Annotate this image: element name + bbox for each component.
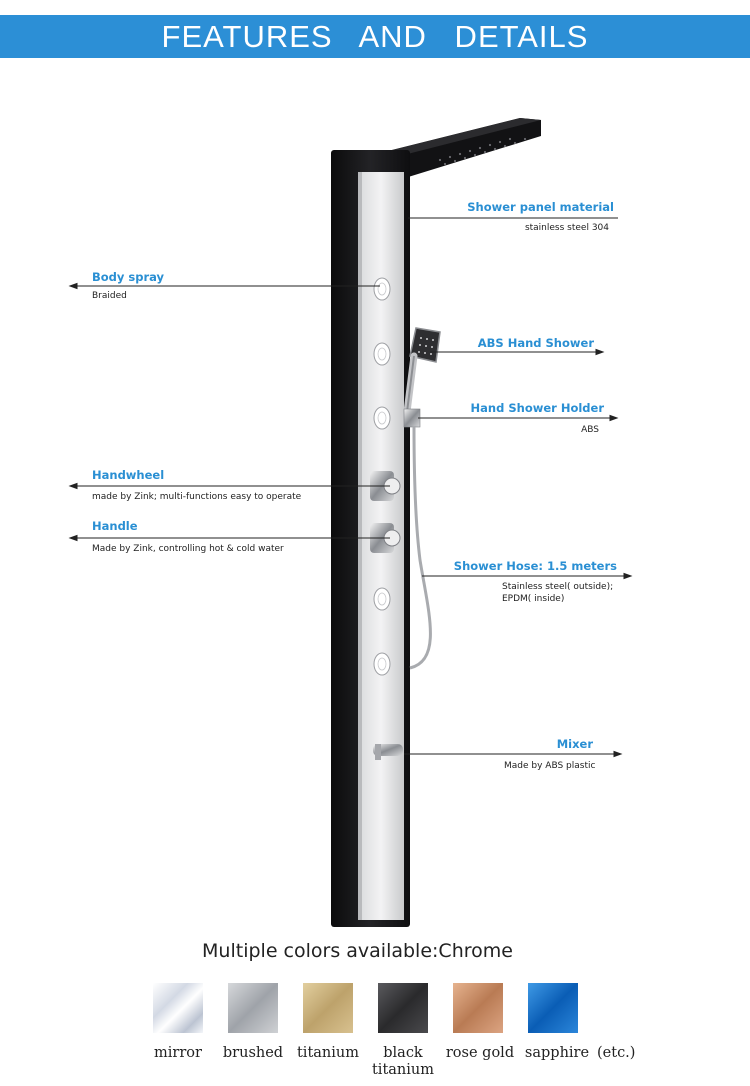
swatch-label-brushed: brushed — [222, 1045, 284, 1061]
callout-handwheel: Handwheel — [92, 468, 165, 482]
swatch-label-rose-gold: rose gold — [445, 1045, 515, 1061]
callout-body-spray-sub: Braided — [92, 291, 127, 301]
callout-mixer-sub: Made by ABS plastic — [504, 761, 596, 771]
swatch-label-mirror: mirror — [154, 1045, 202, 1061]
callout-shower-hose-sub-1: Stainless steel( outside); — [502, 582, 614, 592]
hand-shower-holder-part — [404, 409, 420, 427]
shower-hose-part — [410, 426, 430, 668]
callout-shower-hose: Shower Hose: 1.5 meters — [453, 559, 617, 573]
callout-mixer: Mixer — [556, 737, 593, 751]
callout-hand-shower-holder-sub: ABS — [581, 425, 599, 435]
callout-handle: Handle — [92, 519, 138, 533]
swatch-label-titanium: titanium — [296, 1045, 359, 1061]
callout-handwheel-sub: made by Zink; multi-functions easy to operate — [92, 492, 302, 502]
swatch-brushed — [228, 983, 278, 1033]
swatch-etc: (etc.) — [597, 1045, 636, 1061]
swatch-titanium — [303, 983, 353, 1033]
swatch-rose-gold — [453, 983, 503, 1033]
callout-shower-panel-material-sub: stainless steel 304 — [524, 223, 609, 233]
callout-handle-sub: Made by Zink, controlling hot & cold water — [92, 544, 284, 554]
swatch-sapphire — [528, 983, 578, 1033]
swatch-label-sapphire: sapphire — [524, 1045, 590, 1061]
callout-body-spray: Body spray — [92, 270, 165, 284]
colors-title: Multiple colors available:Chrome — [202, 940, 513, 962]
callout-abs-hand-shower: ABS Hand Shower — [477, 336, 594, 350]
swatch-mirror — [153, 983, 203, 1033]
callout-hand-shower-holder: Hand Shower Holder — [470, 401, 604, 415]
callout-shower-panel-material: Shower panel material — [467, 200, 614, 214]
swatch-label-black-titanium: black titanium — [371, 1045, 434, 1078]
page-title: FEATURES AND DETAILS — [161, 19, 589, 54]
callout-shower-hose-sub-2: EPDM( inside) — [502, 594, 565, 604]
swatch-black-titanium — [378, 983, 428, 1033]
